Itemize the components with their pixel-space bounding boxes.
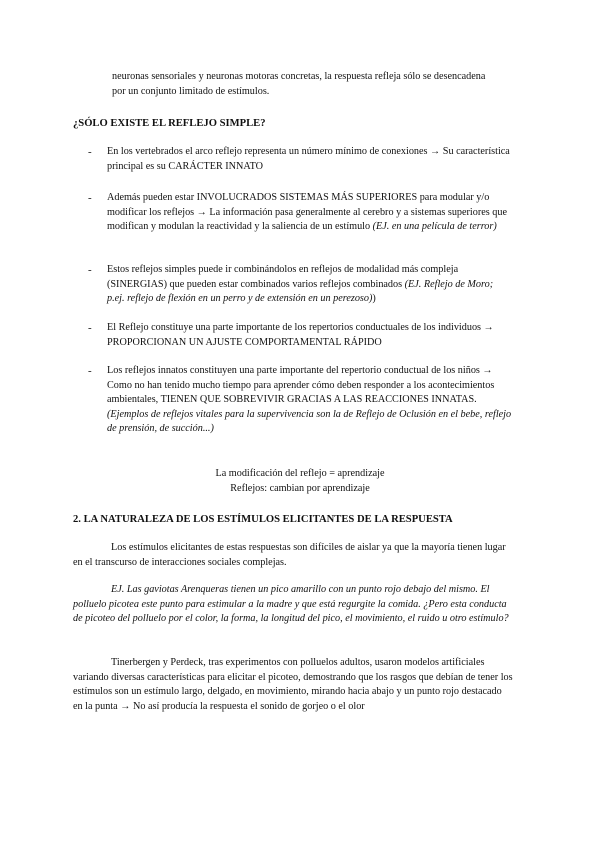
section-2-heading: 2. LA NATURALEZA DE LOS ESTÍMULOS ELICITANTES DE LA RESPUESTA	[73, 514, 453, 525]
bullet-marker: -	[88, 264, 92, 276]
bullet-item-5: Los reflejos innatos constituyen una parte importante del repertorio conductual de los niños → Como no han tenido mucho tiempo para aprender cómo deben responder a los acontecimientos ambientales, TIENEN QUE SOBREVIVIR GRACIAS A LAS REACCIONES INNATAS. (Ejemplos de reflejos vitales para la supervivencia son la de Reflejo de Oclusión en el bebe, reflejo de prensión, de succión...)	[107, 365, 512, 434]
bullet-marker: -	[88, 192, 92, 204]
intro-paragraph	[112, 70, 512, 99]
section-2-example-paragraph: EJ. Las gaviotas Arenqueras tienen un pico amarillo con un punto rojo debajo del mismo. El polluelo picotea este punto para estimular a la madre y que está regurgite la comida. ¿Pero esta conducta de picoteo del polluelo por el color, la forma, la longitud del pico, el movimiento, el ruido u otro estímulo?	[73, 584, 509, 624]
intro-line-2: por un conjunto limitado de estímulos.	[112, 85, 270, 97]
section-1-heading: ¿SÓLO EXISTE EL REFLEJO SIMPLE?	[73, 118, 266, 129]
section-2-paragraph-1: Los estímulos elicitantes de estas respuestas son difíciles de aislar ya que la mayoría tienen lugar en el transcurso de interacciones sociales complejas.	[73, 542, 506, 568]
bullet-item-2: Además pueden estar INVOLUCRADOS SISTEMAS MÁS SUPERIORES para modular y/o modificar los reflejos → La información pasa generalmente al cerebro y a sistemas superiores que modifican y modulan la reactividad y la saliencia de un estímulo (EJ. en una película de terror)	[107, 192, 507, 232]
bullet-item-1: En los vertebrados el arco reflejo representa un número mínimo de conexiones → Su característica principal es su CARÁCTER INNATO	[107, 146, 510, 172]
section-2-paragraph-3: Tinerbergen y Perdeck, tras experimentos con polluelos adultos, usaron modelos artificiales variando diversas características para elicitar el picoteo, demostrando que los rasgos que debían de tener los estímulos son un estímulo largo, delgado, en movimiento, mirando hacia abajo y un punto rojo destacado en la punta → No así producía la respuesta el sonido de gorjeo o el olor	[73, 657, 513, 712]
bullet-marker: -	[88, 146, 92, 158]
bullet-marker: -	[88, 322, 92, 334]
bullet-marker: -	[88, 365, 92, 377]
summary-line-2: Reflejos: cambian por aprendizaje	[230, 482, 370, 494]
summary-line-1: La modificación del reflejo = aprendizaje	[215, 468, 385, 479]
summary-block	[73, 467, 527, 496]
bullet-item-3: Estos reflejos simples puede ir combinándolos en reflejos de modalidad más compleja (SINERGIAS) que pueden estar combinados varios reflejos combinados (EJ. Reflejo de Moro; p.ej. reflejo de flexión en un perro y de extensión en un perezoso))	[107, 264, 494, 304]
intro-line-1: neuronas sensoriales y neuronas motoras concretas, la respuesta refleja sólo se desencadena	[112, 71, 486, 82]
bullet-item-4: El Reflejo constituye una parte importante de los repertorios conductuales de los individuos → PROPORCIONAN UN AJUSTE COMPORTAMENTAL RÁPIDO	[107, 322, 494, 348]
